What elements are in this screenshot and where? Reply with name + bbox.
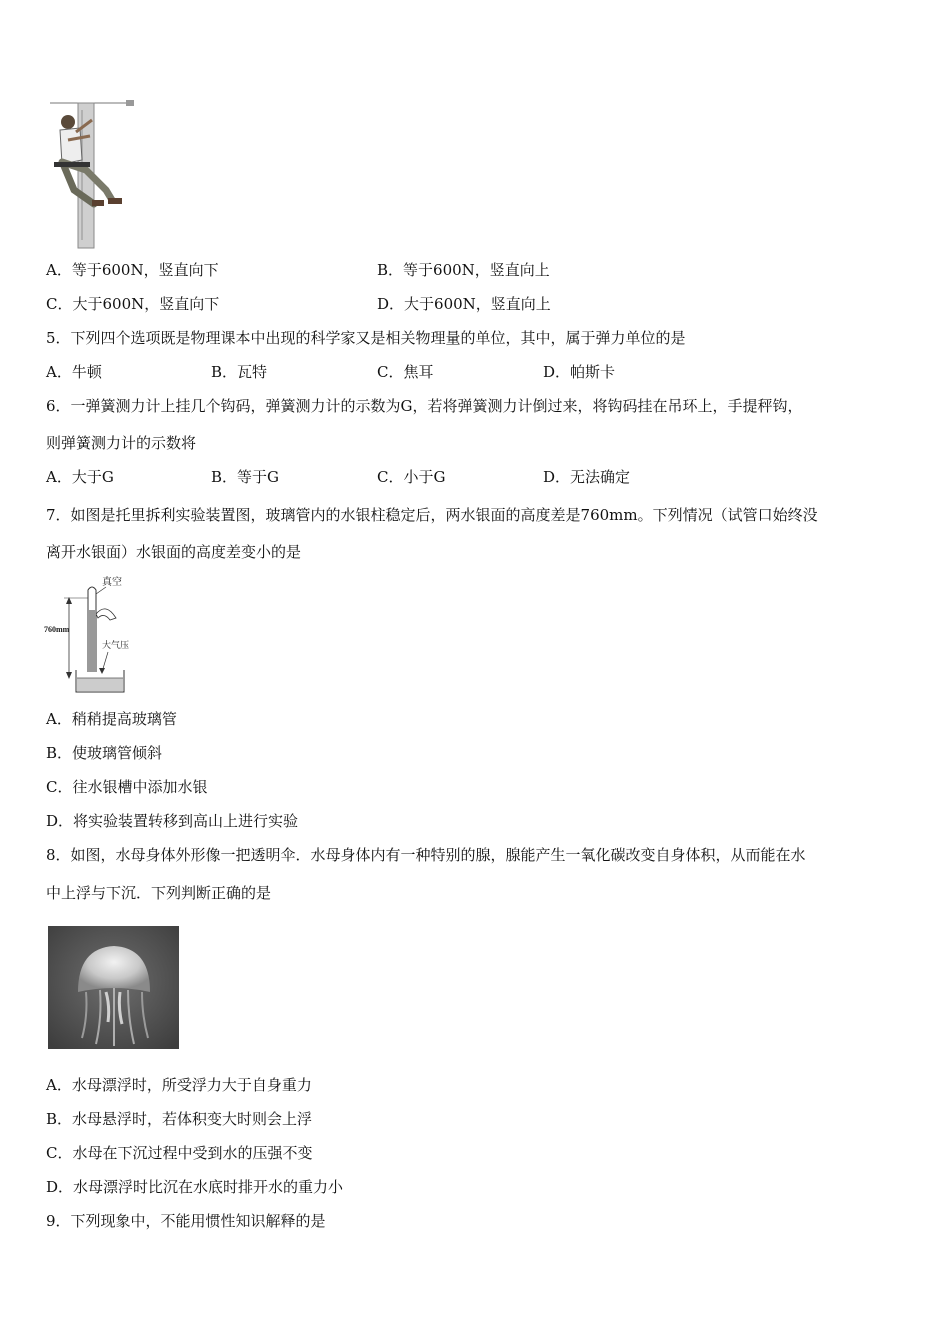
q5-option-b: B．瓦特 xyxy=(211,363,268,381)
q7-stem-line1: 7．如图是托里拆利实验装置图，玻璃管内的水银柱稳定后，两水银面的高度差是760mm。下列情况（试管口始终没 xyxy=(46,506,818,524)
q8-option-b: B．水母悬浮时，若体积变大时则会上浮 xyxy=(46,1110,313,1128)
q7-option-d: D．将实验装置转移到高山上进行实验 xyxy=(46,812,299,830)
q5-option-a: A．牛顿 xyxy=(46,363,102,381)
q7-option-c: C．往水银槽中添加水银 xyxy=(46,778,208,796)
q7-option-b: B．使玻璃管倾斜 xyxy=(46,744,163,762)
q4-option-d: D．大于600N，竖直向上 xyxy=(377,295,551,313)
jellyfish-photo xyxy=(48,926,179,1049)
q6-stem-line1: 6．一弹簧测力计上挂几个钩码，弹簧测力计的示数为G，若将弹簧测力计倒过来，将钩码挂在吊环上，手提秤钩， xyxy=(46,397,803,415)
q6-option-d: D．无法确定 xyxy=(543,468,631,486)
q4-option-a: A．等于600N，竖直向下 xyxy=(46,261,219,279)
pole-climber-figure xyxy=(46,100,138,250)
q6-option-b: B．等于G xyxy=(211,468,280,486)
torricelli-apparatus-figure xyxy=(44,574,144,698)
q4-option-c: C．大于600N，竖直向下 xyxy=(46,295,220,313)
q6-option-c: C．小于G xyxy=(377,468,446,486)
label-760mm: 760mm xyxy=(44,625,70,634)
q5-option-c: C．焦耳 xyxy=(377,363,434,381)
label-vacuum: 真空 xyxy=(102,577,122,588)
q8-stem-line1: 8．如图，水母身体外形像一把透明伞．水母身体内有一种特别的腺，腺能产生一氧化碳改变自身体积，从而能在水 xyxy=(46,846,806,864)
q7-stem-line2: 离开水银面）水银面的高度差变小的是 xyxy=(46,543,302,561)
q9-stem: 9．下列现象中，不能用惯性知识解释的是 xyxy=(46,1212,326,1230)
q6-stem-line2: 则弹簧测力计的示数将 xyxy=(46,434,197,452)
q8-option-c: C．水母在下沉过程中受到水的压强不变 xyxy=(46,1144,313,1162)
q4-option-b: B．等于600N，竖直向上 xyxy=(377,261,550,279)
q5-option-d: D．帕斯卡 xyxy=(543,363,616,381)
q7-option-a: A．稍稍提高玻璃管 xyxy=(46,710,177,728)
q8-option-d: D．水母漂浮时比沉在水底时排开水的重力小 xyxy=(46,1178,344,1196)
q6-option-a: A．大于G xyxy=(46,468,114,486)
q8-option-a: A．水母漂浮时，所受浮力大于自身重力 xyxy=(46,1076,312,1094)
q8-stem-line2: 中上浮与下沉．下列判断正确的是 xyxy=(46,884,272,902)
q5-stem: 5．下列四个选项既是物理课本中出现的科学家又是相关物理量的单位，其中，属于弹力单位的是 xyxy=(46,329,686,347)
label-atmospheric-pressure: 大气压 xyxy=(102,640,130,650)
